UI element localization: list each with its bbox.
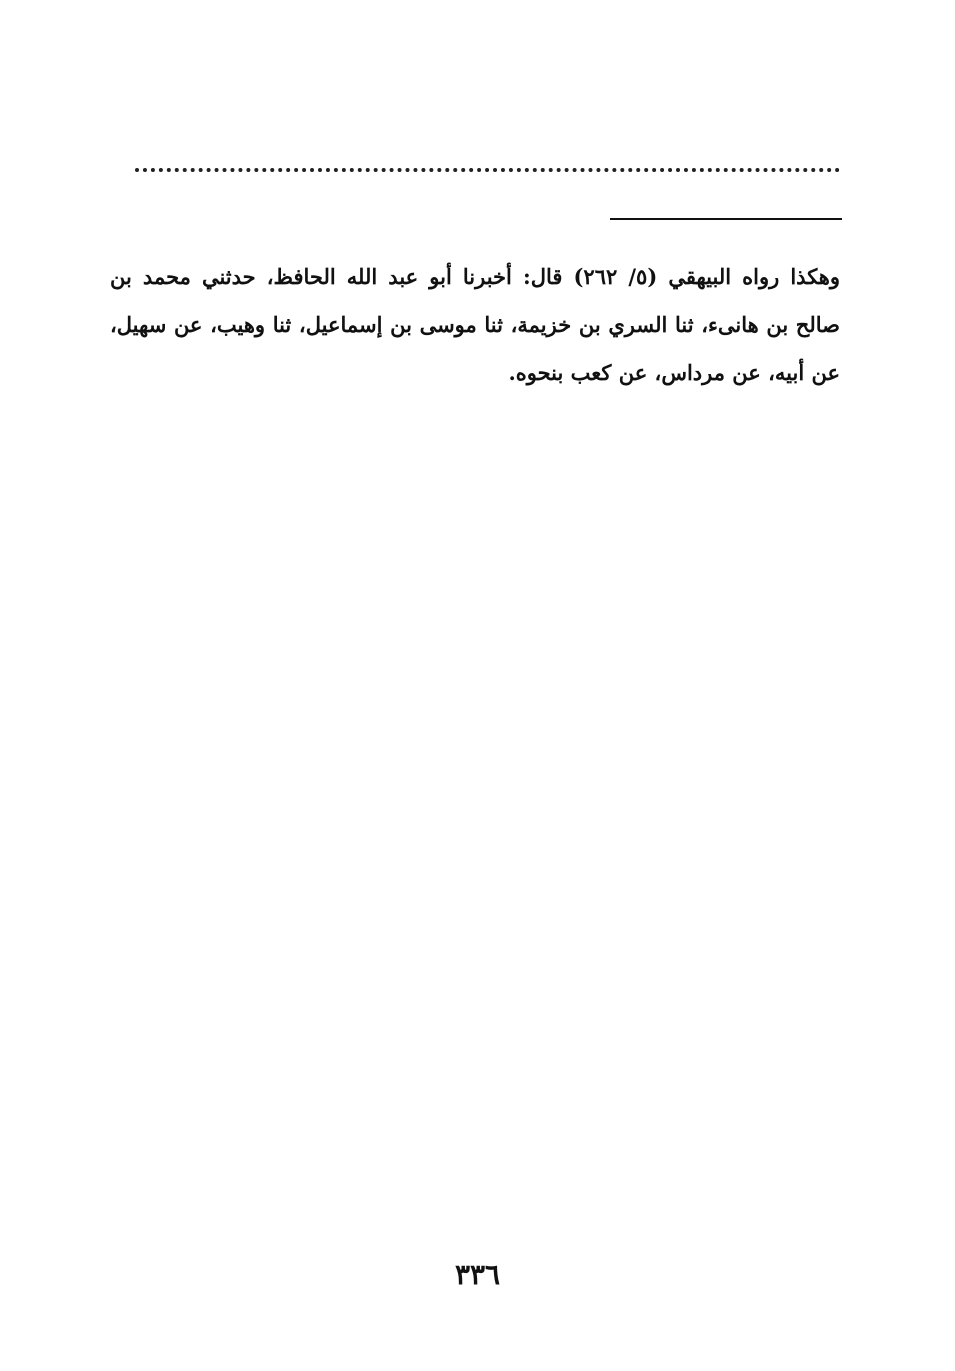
footnote-text: وهكذا رواه البيهقي (٥/ ٢٦٢) قال: أخبرنا أبو عبد الله الحافظ، حدثني محمد بن صالح بن هانىء، ثنا السري بن خزيمة، ثنا موسى بن إسماعيل، ثنا وهيب، عن سهيل، عن أبيه، عن مرداس، عن كعب بنحوه.	[110, 264, 841, 385]
page-number: ٣٣٦	[454, 1258, 501, 1291]
dotted-separator	[135, 168, 840, 172]
footnote-separator-line	[610, 218, 842, 220]
